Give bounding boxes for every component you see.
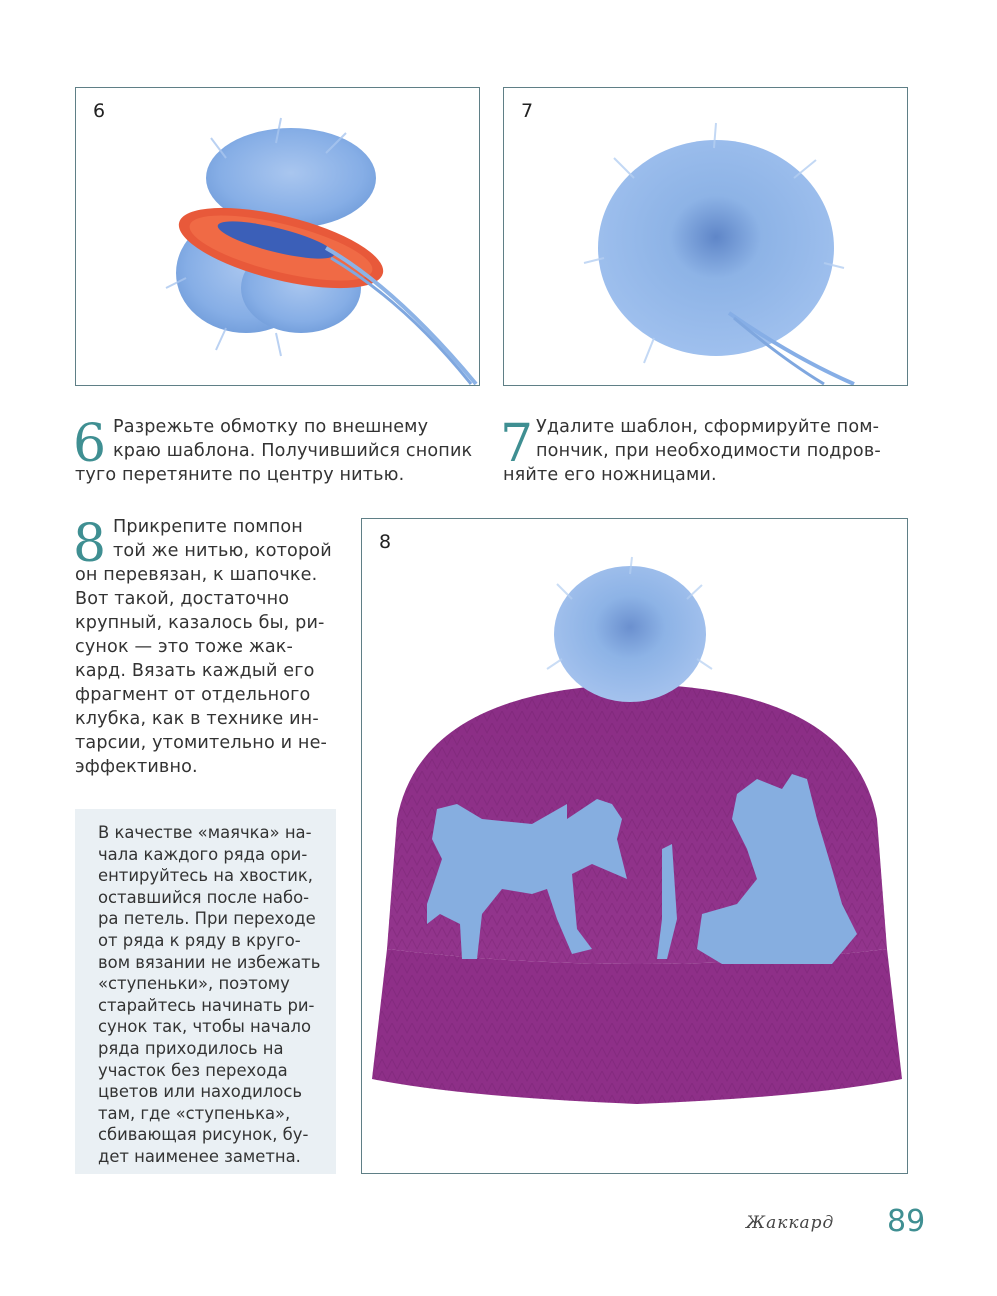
step-text-line: Прикрепите помпон bbox=[113, 517, 303, 537]
step-7-text bbox=[503, 415, 881, 487]
tip-text-line: сунок так, чтобы начало bbox=[98, 1017, 311, 1037]
tip-text-line: оставшийся после набо- bbox=[98, 887, 310, 907]
step-text-line: он перевязан, к шапочке. bbox=[75, 565, 318, 585]
step-text-line: тарсии, утомительно и не- bbox=[75, 733, 328, 753]
step-number: 6 bbox=[73, 414, 107, 474]
tip-text-line: чала каждого ряда ори- bbox=[98, 844, 308, 864]
step-text-line: краю шаблона. Получившийся снопик bbox=[113, 441, 473, 461]
tip-text-line: дет наименее заметна. bbox=[98, 1146, 301, 1166]
step-text-line: Разрежьте обмотку по внешнему bbox=[113, 417, 429, 437]
tip-box bbox=[75, 809, 336, 1174]
step-text-line: клубка, как в технике ин- bbox=[75, 709, 319, 729]
tip-text-line: ентируйтесь на хвостик, bbox=[98, 866, 313, 886]
tip-text-line: вом вязании не избежать bbox=[98, 952, 321, 972]
step-number: 8 bbox=[73, 514, 107, 574]
step-text-line: туго перетяните по центру нитью. bbox=[75, 465, 405, 485]
step-6-text bbox=[75, 415, 472, 487]
knitted-hat-image bbox=[362, 519, 908, 1174]
page-number: 89 bbox=[887, 1204, 926, 1239]
running-footer-section: Жаккард bbox=[746, 1213, 835, 1233]
tip-text-line: В качестве «маячка» на- bbox=[98, 823, 312, 842]
step-number: 7 bbox=[500, 414, 534, 474]
photo-8 bbox=[361, 518, 908, 1174]
step-text-line: сунок — это тоже жак- bbox=[75, 637, 294, 657]
tip-text-line: «ступеньки», поэтому bbox=[98, 974, 290, 994]
tip-text-line: от ряда к ряду в круго- bbox=[98, 930, 301, 950]
tip-text-line: участок без перехода bbox=[98, 1060, 288, 1080]
tip-text-line: ра петель. При переходе bbox=[98, 909, 316, 929]
step-text-line: фрагмент от отдельного bbox=[75, 685, 311, 705]
photo-6 bbox=[75, 87, 480, 386]
pompom-on-ring-image bbox=[76, 88, 480, 386]
tip-text-line: цветов или находилось bbox=[98, 1082, 302, 1102]
step-text-line: той же нитью, которой bbox=[113, 541, 332, 561]
photo-number: 7 bbox=[521, 100, 534, 122]
step-text-line: Удалите шаблон, сформируйте пом- bbox=[536, 417, 880, 437]
tip-text-line: ряда приходилось на bbox=[98, 1038, 284, 1058]
step-text-line: Вот такой, достаточно bbox=[75, 589, 290, 609]
tip-text-line: старайтесь начинать ри- bbox=[98, 995, 315, 1015]
photo-number: 8 bbox=[379, 531, 392, 553]
step-text-line: крупный, казалось бы, ри- bbox=[75, 613, 325, 633]
photo-number: 6 bbox=[93, 100, 106, 122]
step-8-text bbox=[75, 515, 332, 779]
step-text-line: няйте его ножницами. bbox=[503, 465, 717, 485]
photo-7 bbox=[503, 87, 908, 386]
step-text-line: кард. Вязать каждый его bbox=[75, 661, 315, 681]
pompom-image bbox=[504, 88, 908, 386]
tip-text-line: сбивающая рисунок, бу- bbox=[98, 1125, 309, 1145]
step-text-line: пончик, при необходимости подров- bbox=[536, 441, 881, 461]
tip-text-line: там, где «ступенька», bbox=[98, 1103, 291, 1123]
step-text-line: эффективно. bbox=[75, 757, 198, 777]
